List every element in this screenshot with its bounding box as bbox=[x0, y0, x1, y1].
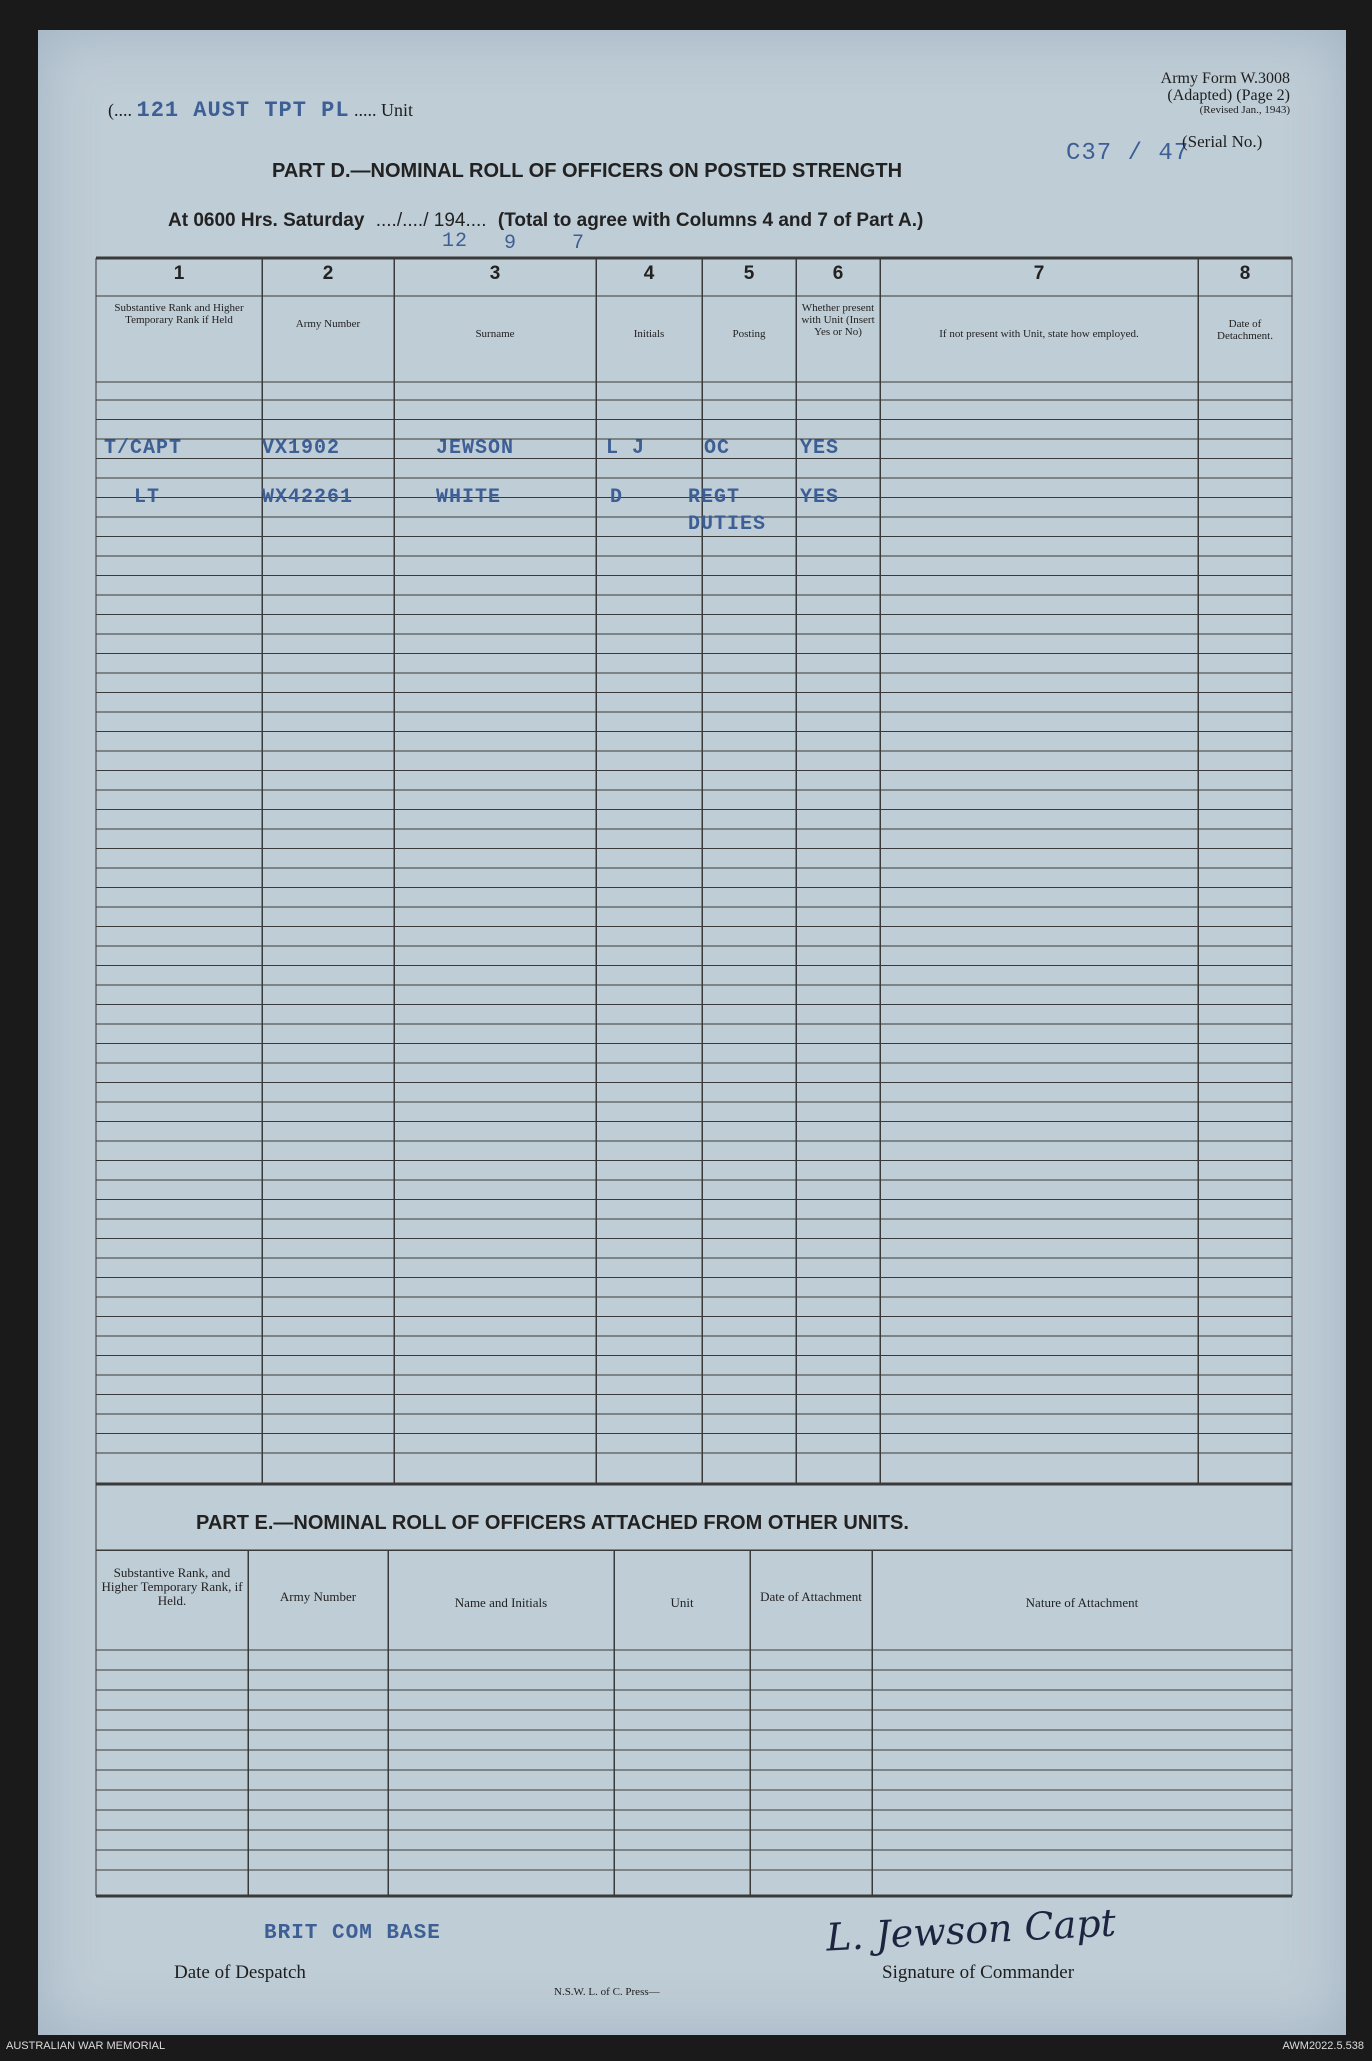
serial-value: C37 / 47 bbox=[1066, 140, 1190, 167]
archive-footer-right: AWM2022.5.538 bbox=[1282, 2040, 1364, 2052]
part-e-column-header-2: Army Number bbox=[279, 1589, 357, 1604]
row2-number: WX42261 bbox=[262, 486, 354, 509]
archive-footer-left: AUSTRALIAN WAR MEMORIAL bbox=[6, 2040, 166, 2052]
unit-line: (.... 121 AUST TPT PL ..... Unit bbox=[108, 98, 414, 123]
despatch-value: BRIT COM BASE bbox=[264, 1922, 441, 1945]
unit-label: Unit bbox=[381, 100, 414, 120]
part-d-column-number-3: 3 bbox=[489, 263, 501, 284]
part-d-column-header-7: If not present with Unit, state how employed. bbox=[939, 328, 1139, 340]
part-d-column-number-2: 2 bbox=[322, 263, 334, 284]
form-reference bbox=[1090, 70, 1290, 116]
date-month: 9 bbox=[504, 232, 518, 255]
unit-value: 121 AUST TPT PL bbox=[136, 98, 350, 123]
part-d-column-header-8: Date of Detachment. bbox=[1217, 318, 1273, 342]
part-d-column-number-1: 1 bbox=[173, 263, 185, 284]
row1-number: VX1902 bbox=[262, 437, 341, 460]
part-d-column-number-7: 7 bbox=[1033, 263, 1045, 284]
part-d-column-header-4: Initials bbox=[633, 328, 665, 340]
form-revised: (Revised Jan., 1943) bbox=[1199, 104, 1290, 116]
date-prefix: At 0600 Hrs. Saturday bbox=[168, 210, 365, 231]
press-imprint: N.S.W. L. of C. Press— bbox=[554, 1986, 660, 1998]
form-adapted: (Adapted) (Page 2) bbox=[1167, 87, 1290, 104]
commander-signature: L. Jewson Capt bbox=[825, 1900, 1117, 1960]
date-year: 7 bbox=[572, 232, 586, 255]
part-e-column-header-3: Name and Initials bbox=[454, 1595, 548, 1610]
archive-footer bbox=[0, 2035, 1372, 2061]
row1-posting: OC bbox=[704, 437, 731, 460]
row2-posting: REGT bbox=[688, 486, 741, 509]
part-d-column-header-5: Posting bbox=[732, 328, 766, 340]
part-d-column-header-3: Surname bbox=[475, 328, 515, 340]
part-d-column-header-6: Whether present with Unit (Insert Yes or No) bbox=[801, 302, 875, 338]
part-d-column-number-5: 5 bbox=[743, 263, 755, 284]
part-d-date-line bbox=[168, 210, 923, 232]
serial-label: (Serial No.) bbox=[1182, 132, 1263, 151]
row2-posting-line2: DUTIES bbox=[688, 513, 767, 536]
form-number: Army Form W.3008 bbox=[1160, 70, 1290, 87]
row2-present: YES bbox=[800, 486, 840, 509]
part-e-title: PART E.—NOMINAL ROLL OF OFFICERS ATTACHED FROM OTHER UNITS. bbox=[196, 1512, 909, 1534]
signature-label: Signature of Commander bbox=[882, 1962, 1075, 1983]
despatch-label: Date of Despatch bbox=[174, 1962, 306, 1983]
date-note: (Total to agree with Columns 4 and 7 of Part A.) bbox=[497, 210, 924, 231]
part-e-column-header-4: Unit bbox=[670, 1595, 694, 1610]
part-d-column-number-4: 4 bbox=[643, 263, 655, 284]
part-d-column-header-2: Army Number bbox=[295, 318, 361, 330]
row1-surname: JEWSON bbox=[436, 437, 515, 460]
part-e-column-header-5: Date of Attachment bbox=[760, 1589, 862, 1604]
part-e-column-header-6: Nature of Attachment bbox=[1025, 1595, 1139, 1610]
date-dots: ..../..../ 194.... bbox=[375, 210, 487, 231]
row1-initials: L J bbox=[606, 437, 646, 460]
part-d-column-header-1: Substantive Rank and Higher Temporary Rank if Held bbox=[114, 302, 244, 326]
part-d-title: PART D.—NOMINAL ROLL OF OFFICERS ON POSTED STRENGTH bbox=[272, 160, 903, 182]
part-e-column-header-1: Substantive Rank, and Higher Temporary Rank, if Held. bbox=[101, 1565, 243, 1608]
date-day: 12 bbox=[442, 230, 469, 253]
row2-initials: D bbox=[610, 486, 624, 509]
row1-present: YES bbox=[800, 437, 840, 460]
row1-rank: T/CAPT bbox=[104, 437, 183, 460]
part-d-column-number-6: 6 bbox=[832, 263, 844, 284]
row2-rank: LT bbox=[134, 486, 161, 509]
row2-surname: WHITE bbox=[436, 486, 502, 509]
part-d-column-number-8: 8 bbox=[1239, 263, 1251, 284]
